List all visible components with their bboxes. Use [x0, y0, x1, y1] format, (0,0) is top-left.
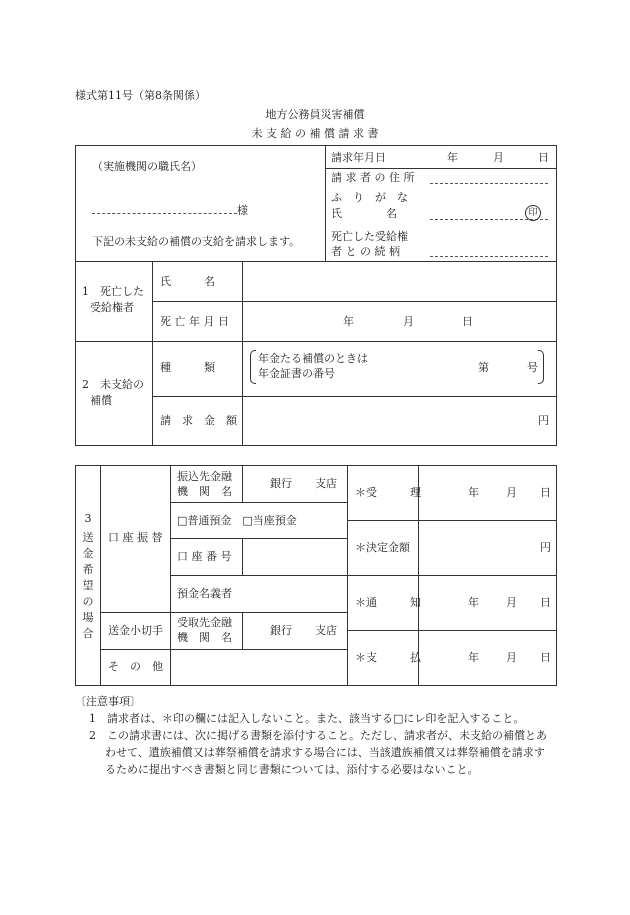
pension-line-2: 年金証書の番号 — [258, 367, 335, 380]
decided-yen: 円 — [540, 541, 551, 554]
juri-label: ＊受 理 — [355, 486, 421, 499]
receive-label-2: 機 関 名 — [177, 631, 232, 644]
request-date-year: 年 — [447, 151, 458, 164]
title-line-1: 地方公務員災害補償 — [265, 108, 365, 121]
other-label: そ の 他 — [108, 660, 163, 673]
juri-year: 年 — [468, 486, 479, 499]
title-line-2: 未 支 給 の 補 償 請 求 書 — [251, 127, 379, 140]
request-sentence: 下記の未支給の補償の支給を請求します。 — [92, 235, 301, 248]
death-day: 日 — [462, 315, 473, 328]
notify-day: 日 — [540, 596, 551, 609]
address-label: 請 求 者 の 住 所 — [331, 171, 415, 184]
section2-heading-2: 補償 — [90, 394, 112, 407]
notes-block — [75, 693, 555, 778]
deposit-options[interactable]: □普通預金 □当座預金 — [177, 514, 297, 527]
relation-label-1: 死亡した受給権 — [331, 230, 408, 243]
right-bracket — [538, 350, 544, 384]
relation-field[interactable] — [430, 256, 548, 257]
notify-year: 年 — [468, 596, 479, 609]
notify-label: ＊通 知 — [355, 596, 421, 609]
koza-label: 口 座 振 替 — [108, 531, 163, 544]
section1-heading-1: 1 死亡した — [82, 285, 144, 298]
form-number: 様式第11号（第8条関係） — [75, 89, 206, 102]
bank-label-2: 機 関 名 — [177, 485, 232, 498]
deceased-name-label: 氏 名 — [160, 275, 215, 288]
amount-label: 請 求 金 額 — [160, 414, 237, 427]
notify-month: 月 — [506, 596, 517, 609]
notes-title: 〔注意事項〕 — [75, 695, 141, 708]
section2-heading-1: 2 未支給の — [82, 378, 144, 391]
pension-line-1: 年金たる補償のときは — [258, 352, 368, 365]
section3-heading: 送 金 希 望 の 場 合 — [82, 531, 94, 640]
section1-heading-2: 受給権者 — [90, 301, 134, 314]
juri-day: 日 — [540, 486, 551, 499]
pay-year: 年 — [468, 651, 479, 664]
check-label: 送金小切手 — [108, 624, 163, 637]
request-date-day: 日 — [538, 151, 549, 164]
type-label: 種 類 — [160, 361, 215, 374]
branch-text: 支店 — [315, 477, 337, 490]
pay-month: 月 — [506, 651, 517, 664]
request-date-month: 月 — [493, 151, 504, 164]
bank-text: 銀行 — [270, 477, 292, 490]
holder-label: 預金名義者 — [177, 587, 232, 600]
sama-text: 様 — [237, 204, 248, 217]
agency-label: （実施機関の職氏名） — [92, 160, 202, 173]
note-2: 2 この請求書には、次に掲げる書類を添付すること。ただし、請求者が、未支給の補償とあわせて、遺族補償又は葬祭補償を請求する場合には、当該遺族補償又は葬祭補償を請求するために提出すべき書類と同じ書類については、添付する必要はないこと。 — [89, 729, 547, 776]
juri-month: 月 — [506, 486, 517, 499]
dai-text: 第 — [478, 361, 489, 374]
request-date-label: 請求年月日 — [331, 151, 386, 164]
receive-label-1: 受取先金融 — [177, 616, 232, 629]
bank-label-1: 振込先金融 — [177, 470, 232, 483]
seal-mark: 印 — [525, 205, 541, 221]
death-year: 年 — [343, 315, 354, 328]
receive-branch-text: 支店 — [315, 624, 337, 637]
furigana-label: ふ り が な — [331, 191, 408, 204]
pay-label: ＊支 払 — [355, 651, 421, 664]
section3-number: 3 — [84, 512, 92, 525]
note-1: 1 請求者は、＊印の欄には記入しないこと。また、該当する□にレ印を記入すること。 — [89, 712, 525, 725]
relation-label-2: 者 と の 続 柄 — [331, 245, 400, 258]
addressee-line[interactable] — [92, 204, 248, 218]
pay-day: 日 — [540, 651, 551, 664]
go-text: 号 — [527, 361, 538, 374]
decided-amount-label: ＊決定金額 — [355, 541, 410, 554]
left-bracket — [250, 350, 256, 384]
address-field[interactable] — [430, 183, 548, 184]
name-label: 氏 名 — [331, 207, 397, 220]
death-month: 月 — [403, 315, 414, 328]
receive-bank-text: 銀行 — [270, 624, 292, 637]
amount-yen: 円 — [538, 414, 549, 427]
account-number-label: 口 座 番 号 — [177, 550, 232, 563]
death-date-label: 死 亡 年 月 日 — [160, 315, 229, 328]
